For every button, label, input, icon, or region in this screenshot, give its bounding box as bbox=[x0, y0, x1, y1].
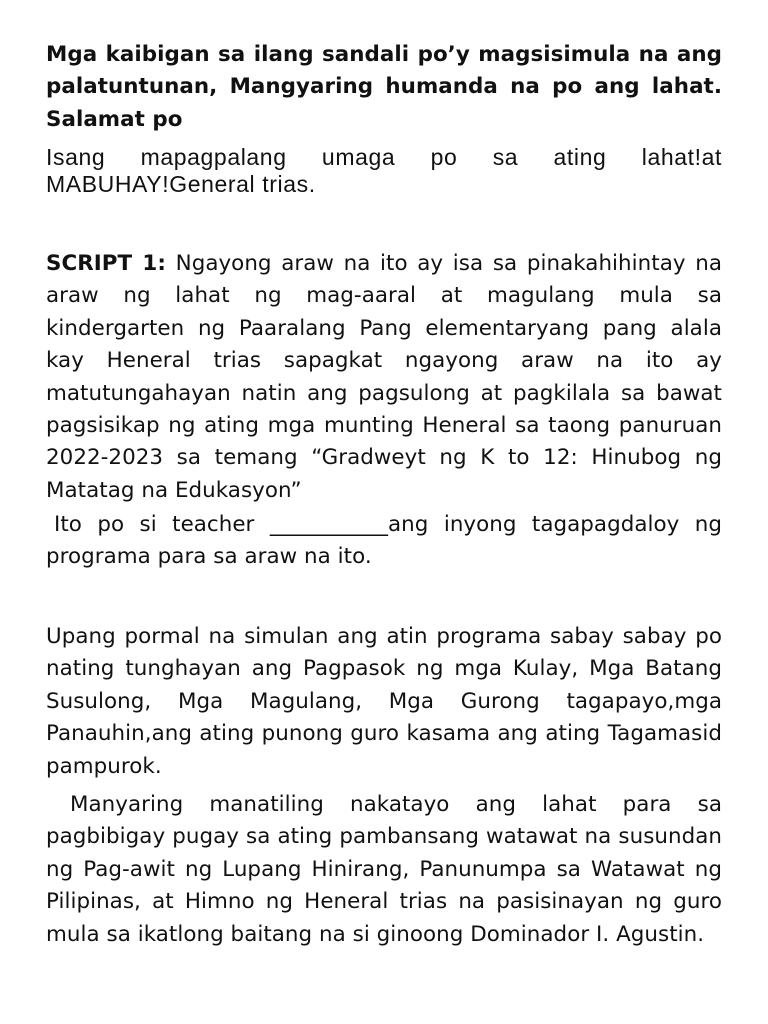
host-introduction: Ito po si teacher ___________ang inyong tagapagdaloy ng programa para sa araw na ito. bbox=[46, 512, 722, 570]
script-1-text: Ngayong araw na ito ay isa sa pinakahihintay na araw ng lahat ng mag-aaral at magulang mula sa kindergarten ng Paaralang Pang elementaryang pang alala kay Heneral trias sapagkat ngayong araw na ito ay matutungahayan natin ang pagsulong at pagkilala sa bawat pagsisikap ng ating mga munting Heneral sa taong panuruan 2022-2023 sa temang “Gradweyt ng K to 12: Hinubog ng Matatag na Edukasyon” bbox=[46, 251, 722, 503]
opening-announcement: Mga kaibigan sa ilang sandali po’y magsisimula na ang palatuntunan, Mangyaring humanda na po ang lahat. Salamat po bbox=[46, 42, 722, 132]
national-anthem-paragraph: Manyaring manatiling nakatayo ang lahat para sa pagbibigay pugay sa ating pambansang watawat na susundan ng Pag-awit ng Lupang Hinirang, Panunumpa sa Watawat ng Pilipinas, at Himno ng Heneral trias na pasisinayan ng guro mula sa ikatlong baitang na si ginoong Dominador I. Agustin. bbox=[46, 792, 722, 947]
entrance-of-colors-paragraph: Upang pormal na simulan ang atin programa sabay sabay po nating tunghayan ang Pagpasok ng mga Kulay, Mga Batang Susulong, Mga Magulang, Mga Gurong tagapayo,mga Panauhin,ang ating punong guro kasama ang ating Tagamasid pampurok. bbox=[46, 624, 722, 779]
script-1-paragraph bbox=[46, 248, 722, 507]
greeting-line: Isang mapagpalang umaga po sa ating lahat!at MABUHAY!General trias. bbox=[46, 144, 722, 197]
script-1-label: SCRIPT 1: bbox=[46, 251, 166, 276]
